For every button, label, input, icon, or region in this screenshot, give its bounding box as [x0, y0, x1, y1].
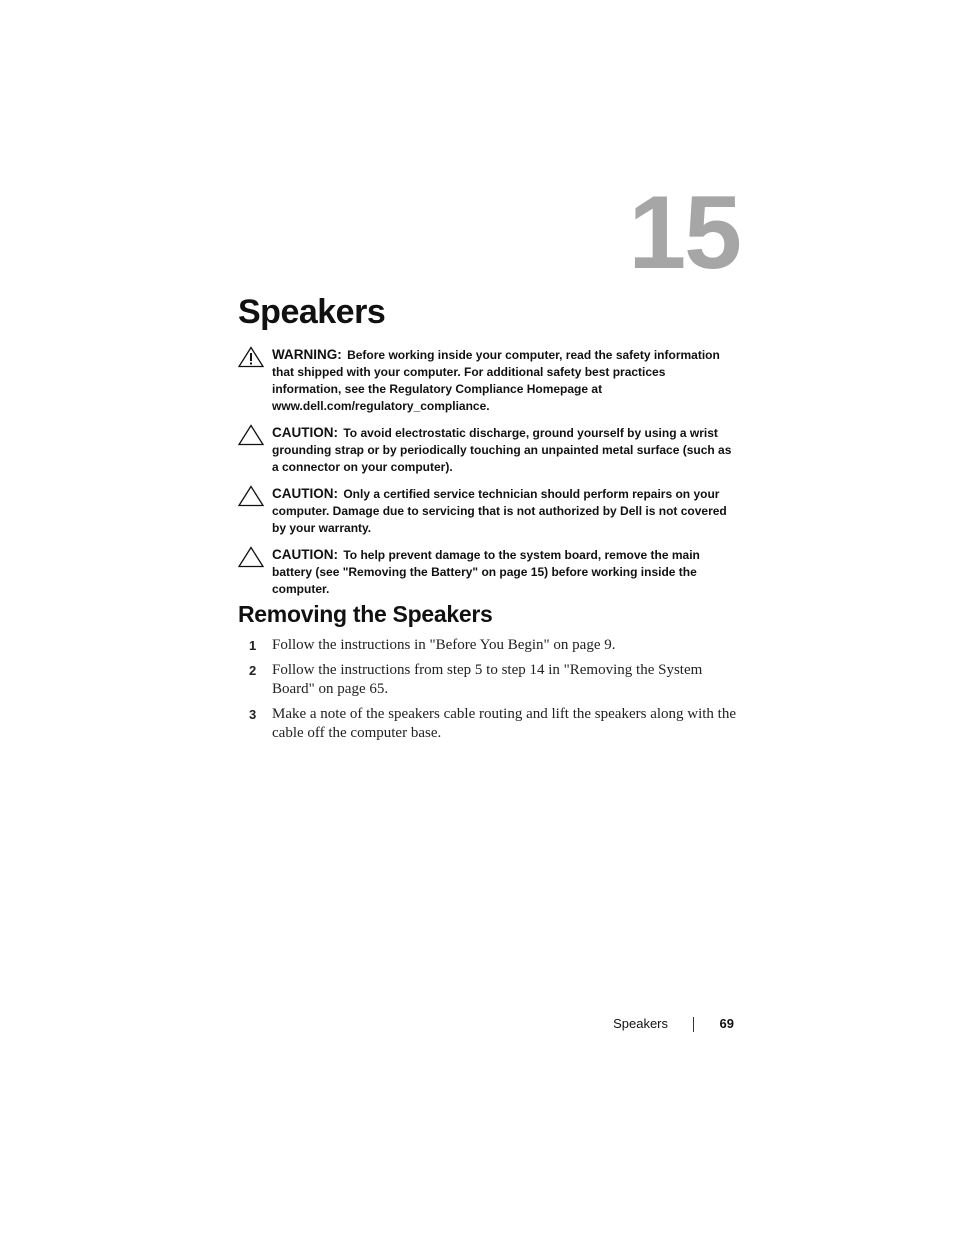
step-number: 1	[249, 638, 257, 653]
notice-text: Only a certified service technician should perform repairs on your computer. Damage due to servicing that is not authorized by Dell is not covered by your warranty.	[272, 487, 727, 535]
page-number: 69	[719, 1016, 734, 1031]
notice-text: To help prevent damage to the system board, remove the main battery (see "Removing the Battery" on page 15) before working inside the computer.	[272, 548, 700, 596]
step-text: Make a note of the speakers cable routing and lift the speakers along with the cable off the computer base.	[272, 706, 737, 741]
chapter-number: 15	[628, 175, 740, 291]
footer-divider	[693, 1017, 694, 1032]
page-footer	[560, 1014, 736, 1036]
step-list	[238, 636, 738, 749]
notice-label: CAUTION:	[272, 547, 338, 562]
caution-icon	[238, 485, 264, 507]
caution-icon	[238, 424, 264, 446]
notice-label: CAUTION:	[272, 425, 338, 440]
notice-label: WARNING:	[272, 347, 342, 362]
notice-text: To avoid electrostatic discharge, ground yourself by using a wrist grounding strap or by periodically touching an unpainted metal surface (such as a connector on your computer).	[272, 426, 732, 474]
warning-notice	[238, 346, 738, 415]
caution-notice	[238, 485, 738, 537]
warning-icon	[238, 346, 264, 368]
step-number: 3	[249, 707, 257, 722]
step-text: Follow the instructions from step 5 to step 14 in "Removing the System Board" on page 65.	[272, 662, 703, 697]
caution-notice	[238, 424, 738, 476]
step-item	[238, 661, 738, 699]
notice-list	[238, 346, 738, 607]
notice-label: CAUTION:	[272, 486, 338, 501]
caution-icon	[238, 546, 264, 568]
step-item	[238, 705, 738, 743]
notice-text: Before working inside your computer, read the safety information that shipped with your computer. For additional safety best practices information, see the Regulatory Compliance Homepage at www.dell.com/regulatory_compliance.	[272, 348, 720, 413]
step-number: 2	[249, 663, 257, 678]
page-title: Speakers	[238, 293, 386, 331]
step-text: Follow the instructions in "Before You Begin" on page 9.	[272, 637, 616, 653]
section-heading: Removing the Speakers	[238, 601, 493, 627]
step-item	[238, 636, 738, 655]
caution-notice	[238, 546, 738, 598]
footer-title: Speakers	[613, 1016, 668, 1031]
